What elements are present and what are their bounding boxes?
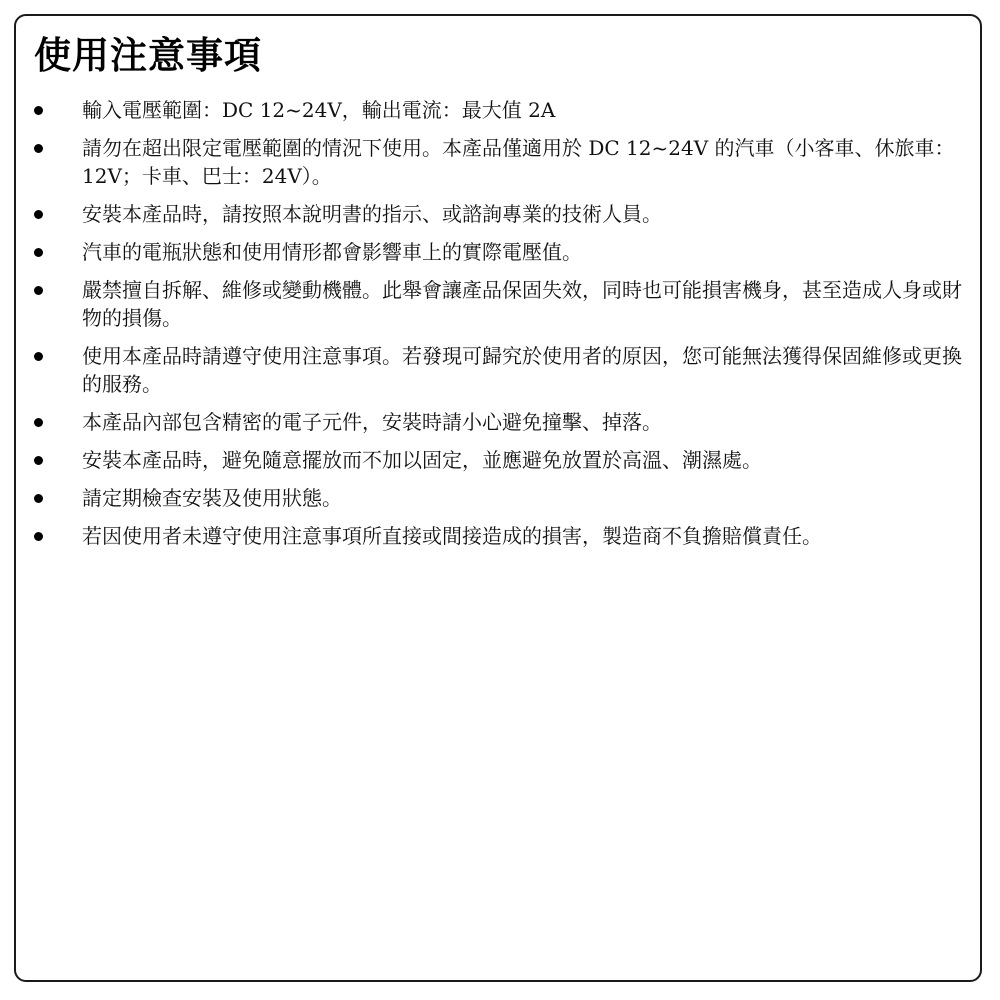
note-text: 請勿在超出限定電壓範圍的情況下使用。本產品僅適用於 DC 12~24V 的汽車（小客車、休旅車：12V；卡車、巴士：24V）。	[82, 136, 955, 188]
bullet-icon	[34, 248, 43, 257]
precautions-list	[30, 96, 970, 560]
list-item	[30, 96, 970, 124]
bullet-icon	[34, 286, 43, 295]
list-item	[30, 200, 970, 228]
note-text: 本產品內部包含精密的電子元件，安裝時請小心避免撞擊、掉落。	[82, 410, 662, 434]
list-item	[30, 484, 970, 512]
list-item	[30, 238, 970, 266]
bullet-icon	[34, 494, 43, 503]
bullet-icon	[34, 456, 43, 465]
note-text: 汽車的電瓶狀態和使用情形都會影響車上的實際電壓值。	[82, 240, 582, 264]
list-item	[30, 342, 970, 398]
bullet-icon	[34, 532, 43, 541]
note-text: 嚴禁擅自拆解、維修或變動機體。此舉會讓產品保固失效，同時也可能損害機身，甚至造成人身或財物的損傷。	[82, 278, 962, 330]
note-text: 使用本產品時請遵守使用注意事項。若發現可歸究於使用者的原因，您可能無法獲得保固維修或更換的服務。	[82, 344, 962, 396]
bullet-icon	[34, 210, 43, 219]
note-text: 請定期檢查安裝及使用狀態。	[82, 486, 342, 510]
list-item	[30, 522, 970, 550]
note-text: 輸入電壓範圍：DC 12~24V，輸出電流：最大值 2A	[82, 98, 556, 122]
note-text: 安裝本產品時，請按照本說明書的指示、或諮詢專業的技術人員。	[82, 202, 662, 226]
bullet-icon	[34, 418, 43, 427]
bullet-icon	[34, 106, 43, 115]
page-title: 使用注意事項	[34, 34, 262, 77]
list-item	[30, 446, 970, 474]
list-item	[30, 276, 970, 332]
list-item	[30, 134, 970, 190]
bullet-icon	[34, 352, 43, 361]
list-item	[30, 408, 970, 436]
note-text: 安裝本產品時，避免隨意擺放而不加以固定，並應避免放置於高溫、潮濕處。	[82, 448, 762, 472]
bullet-icon	[34, 144, 43, 153]
note-text: 若因使用者未遵守使用注意事項所直接或間接造成的損害，製造商不負擔賠償責任。	[82, 524, 822, 548]
